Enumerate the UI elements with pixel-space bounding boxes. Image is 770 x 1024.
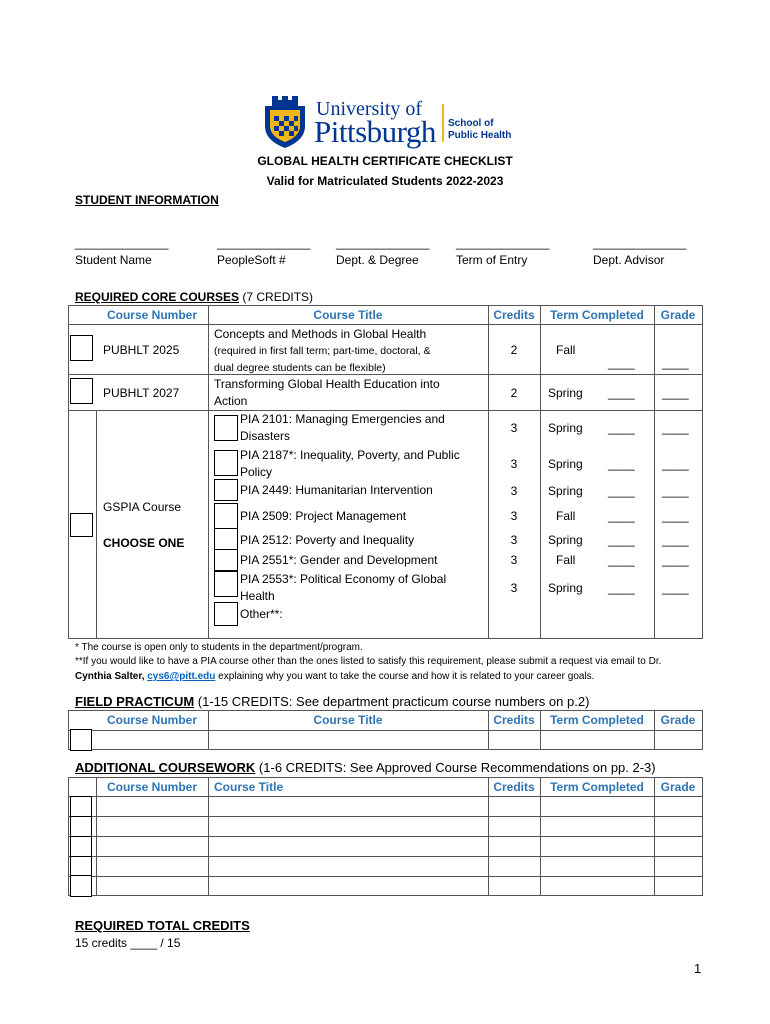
pubhlt-2025-title: Concepts and Methods in Global Health bbox=[214, 327, 427, 341]
additional-col-title: Course Title bbox=[214, 780, 284, 794]
core-col-term: Term Completed bbox=[550, 308, 644, 322]
peoplesoft-label: PeopleSoft # bbox=[217, 253, 286, 267]
pia-2512-grade-blank[interactable]: ____ bbox=[662, 533, 689, 547]
practicum-checkbox[interactable] bbox=[70, 729, 92, 751]
practicum-col-term: Term Completed bbox=[550, 713, 644, 727]
core-heading bbox=[75, 290, 313, 304]
additional-checkbox-5[interactable] bbox=[70, 875, 92, 897]
gspia-checkbox[interactable] bbox=[70, 513, 93, 537]
advisor-name: Cynthia Salter, bbox=[75, 671, 148, 682]
additional-checkbox-3[interactable] bbox=[70, 836, 92, 858]
pia-2187-checkbox[interactable] bbox=[214, 450, 238, 476]
practicum-col-number: Course Number bbox=[106, 713, 198, 727]
pubhlt-2025-term: Fall bbox=[556, 343, 576, 357]
peoplesoft-blank[interactable]: ______________ bbox=[217, 236, 311, 250]
pia-2553-title-1: PIA 2553*: Political Economy of Global bbox=[240, 572, 447, 586]
pia-2509-title: PIA 2509: Project Management bbox=[240, 509, 407, 523]
core-col-title: Course Title bbox=[313, 308, 383, 322]
pia-2509-grade-blank[interactable]: ____ bbox=[662, 509, 689, 523]
additional-col-number: Course Number bbox=[106, 780, 198, 794]
pia-2187-term-blank[interactable]: ____ bbox=[608, 457, 635, 471]
additional-col-grade: Grade bbox=[660, 780, 696, 794]
footnote-1: * The course is open only to students in the department/program. bbox=[75, 642, 363, 653]
pia-2551-term-blank[interactable]: ____ bbox=[608, 553, 635, 567]
pitt-shield-icon bbox=[262, 92, 308, 148]
pia-2553-term-blank[interactable]: ____ bbox=[608, 581, 635, 595]
core-heading-title: REQUIRED CORE COURSES bbox=[75, 290, 240, 304]
advisor-blank[interactable]: ______________ bbox=[593, 236, 687, 250]
pia-2449-grade-blank[interactable]: ____ bbox=[662, 484, 689, 498]
additional-col-term: Term Completed bbox=[550, 780, 644, 794]
footnote-2: **If you would like to have a PIA course other than the ones listed to satisfy this requirement, please submit a request via email to Dr. bbox=[75, 656, 662, 667]
pia-2551-term: Fall bbox=[556, 553, 576, 567]
pia-2187-title-2: Policy bbox=[240, 465, 273, 479]
pubhlt-2025-note-1: (required in first fall term; part-time, doctoral, & bbox=[214, 345, 431, 357]
pubhlt-2027-title-1: Transforming Global Health Education into bbox=[214, 377, 440, 391]
pia-2449-term: Spring bbox=[548, 484, 583, 498]
pia-2101-title-2: Disasters bbox=[240, 429, 291, 443]
gspia-label: GSPIA Course bbox=[103, 500, 182, 514]
pia-2509-term: Fall bbox=[556, 509, 576, 523]
pubhlt-2025-note-2: dual degree students can be flexible) bbox=[214, 362, 386, 374]
pia-2509-credits: 3 bbox=[510, 509, 518, 523]
pia-2101-checkbox[interactable] bbox=[214, 415, 238, 441]
core-col-number: Course Number bbox=[106, 308, 198, 322]
core-credits-note: (7 CREDITS) bbox=[239, 290, 314, 304]
advisor-email-link[interactable]: cys6@pitt.edu bbox=[147, 671, 216, 682]
pia-2551-title: PIA 2551*: Gender and Development bbox=[240, 553, 438, 567]
pubhlt-2027-credits: 2 bbox=[510, 386, 518, 400]
page-title: GLOBAL HEALTH CERTIFICATE CHECKLIST bbox=[257, 154, 513, 168]
logo-pittsburgh: Pittsburgh bbox=[314, 114, 436, 149]
dept-degree-blank[interactable]: ______________ bbox=[336, 236, 430, 250]
pubhlt-2027-grade-blank[interactable]: ____ bbox=[662, 386, 689, 400]
pubhlt-2027-title-2: Action bbox=[214, 394, 248, 408]
pia-2101-term-blank[interactable]: ____ bbox=[608, 421, 635, 435]
logo-public-health: Public Health bbox=[448, 130, 512, 141]
pia-2449-credits: 3 bbox=[510, 484, 518, 498]
pia-2449-title: PIA 2449: Humanitarian Intervention bbox=[240, 483, 433, 497]
total-credits-line: 15 credits ____ / 15 bbox=[75, 936, 181, 950]
practicum-col-title: Course Title bbox=[313, 713, 383, 727]
university-logo bbox=[262, 92, 512, 152]
core-col-credits: Credits bbox=[493, 308, 535, 322]
pia-2187-term: Spring bbox=[548, 457, 583, 471]
pia-2187-grade-blank[interactable]: ____ bbox=[662, 457, 689, 471]
pia-2101-grade-blank[interactable]: ____ bbox=[662, 421, 689, 435]
pia-2553-checkbox[interactable] bbox=[214, 571, 238, 597]
pia-2551-grade-blank[interactable]: ____ bbox=[662, 553, 689, 567]
advisor-label: Dept. Advisor bbox=[593, 253, 665, 267]
pubhlt-2027-number: PUBHLT 2027 bbox=[103, 386, 180, 400]
core-col-grade: Grade bbox=[660, 308, 696, 322]
pubhlt-2025-checkbox[interactable] bbox=[70, 335, 93, 361]
logo-school-of: School of bbox=[448, 118, 494, 129]
pia-2512-checkbox[interactable] bbox=[214, 528, 238, 550]
total-credits-heading: REQUIRED TOTAL CREDITS bbox=[75, 918, 250, 933]
additional-heading bbox=[75, 760, 656, 775]
pia-2101-credits: 3 bbox=[510, 421, 518, 435]
dept-degree-label: Dept. & Degree bbox=[336, 253, 419, 267]
pia-2512-title: PIA 2512: Poverty and Inequality bbox=[240, 533, 415, 547]
pubhlt-2025-term-blank[interactable]: ____ bbox=[608, 356, 635, 370]
practicum-heading-title: FIELD PRACTICUM bbox=[75, 694, 195, 709]
pia-2553-grade-blank[interactable]: ____ bbox=[662, 581, 689, 595]
practicum-heading bbox=[75, 694, 589, 709]
pia-2512-term-blank[interactable]: ____ bbox=[608, 533, 635, 547]
page-number: 1 bbox=[694, 961, 702, 976]
term-entry-blank[interactable]: ______________ bbox=[456, 236, 550, 250]
other-title: Other**: bbox=[240, 607, 283, 621]
additional-col-credits: Credits bbox=[493, 780, 535, 794]
pia-2449-checkbox[interactable] bbox=[214, 479, 238, 501]
pia-2101-term: Spring bbox=[548, 421, 583, 435]
practicum-note: (1-15 CREDITS: See department practicum course numbers on p.2) bbox=[194, 694, 590, 709]
footnote-3 bbox=[75, 670, 594, 684]
student-info-heading: STUDENT INFORMATION bbox=[75, 193, 219, 207]
pubhlt-2027-term: Spring bbox=[548, 386, 583, 400]
choose-one-label: CHOOSE ONE bbox=[103, 536, 185, 550]
pia-2551-checkbox[interactable] bbox=[214, 549, 238, 571]
footnote-3-rest: explaining why you want to take the course and how it is related to your career goals. bbox=[215, 671, 595, 682]
logo-divider bbox=[442, 104, 444, 142]
additional-heading-title: ADDITIONAL COURSEWORK bbox=[75, 760, 256, 775]
student-name-blank[interactable]: ______________ bbox=[75, 236, 169, 250]
additional-checkbox-1[interactable] bbox=[70, 796, 92, 818]
practicum-col-grade: Grade bbox=[660, 713, 696, 727]
pia-2551-credits: 3 bbox=[510, 553, 518, 567]
student-name-label: Student Name bbox=[75, 253, 152, 267]
pubhlt-2027-checkbox[interactable] bbox=[70, 378, 93, 404]
pubhlt-2027-term-blank[interactable]: ____ bbox=[608, 386, 635, 400]
pia-2187-title-1: PIA 2187*: Inequality, Poverty, and Public bbox=[240, 448, 460, 462]
pia-2509-checkbox[interactable] bbox=[214, 503, 238, 529]
pia-2101-title-1: PIA 2101: Managing Emergencies and bbox=[240, 412, 445, 426]
additional-note: (1-6 CREDITS: See Approved Course Recommendations on pp. 2-3) bbox=[255, 760, 656, 775]
practicum-col-credits: Credits bbox=[493, 713, 535, 727]
pia-2449-term-blank[interactable]: ____ bbox=[608, 484, 635, 498]
additional-checkbox-2[interactable] bbox=[70, 816, 92, 838]
pia-2553-title-2: Health bbox=[240, 589, 275, 603]
pubhlt-2025-grade-blank[interactable]: ____ bbox=[662, 356, 689, 370]
pubhlt-2025-credits: 2 bbox=[510, 343, 518, 357]
logo-university-of: University of bbox=[316, 98, 423, 120]
pia-2553-credits: 3 bbox=[510, 581, 518, 595]
term-entry-label: Term of Entry bbox=[456, 253, 528, 267]
pia-2553-term: Spring bbox=[548, 581, 583, 595]
pia-2187-credits: 3 bbox=[510, 457, 518, 471]
pubhlt-2025-number: PUBHLT 2025 bbox=[103, 343, 180, 357]
pia-2512-credits: 3 bbox=[510, 533, 518, 547]
pia-2509-term-blank[interactable]: ____ bbox=[608, 509, 635, 523]
page-subtitle: Valid for Matriculated Students 2022-2023 bbox=[266, 174, 504, 188]
pia-2512-term: Spring bbox=[548, 533, 583, 547]
other-checkbox[interactable] bbox=[214, 602, 238, 626]
